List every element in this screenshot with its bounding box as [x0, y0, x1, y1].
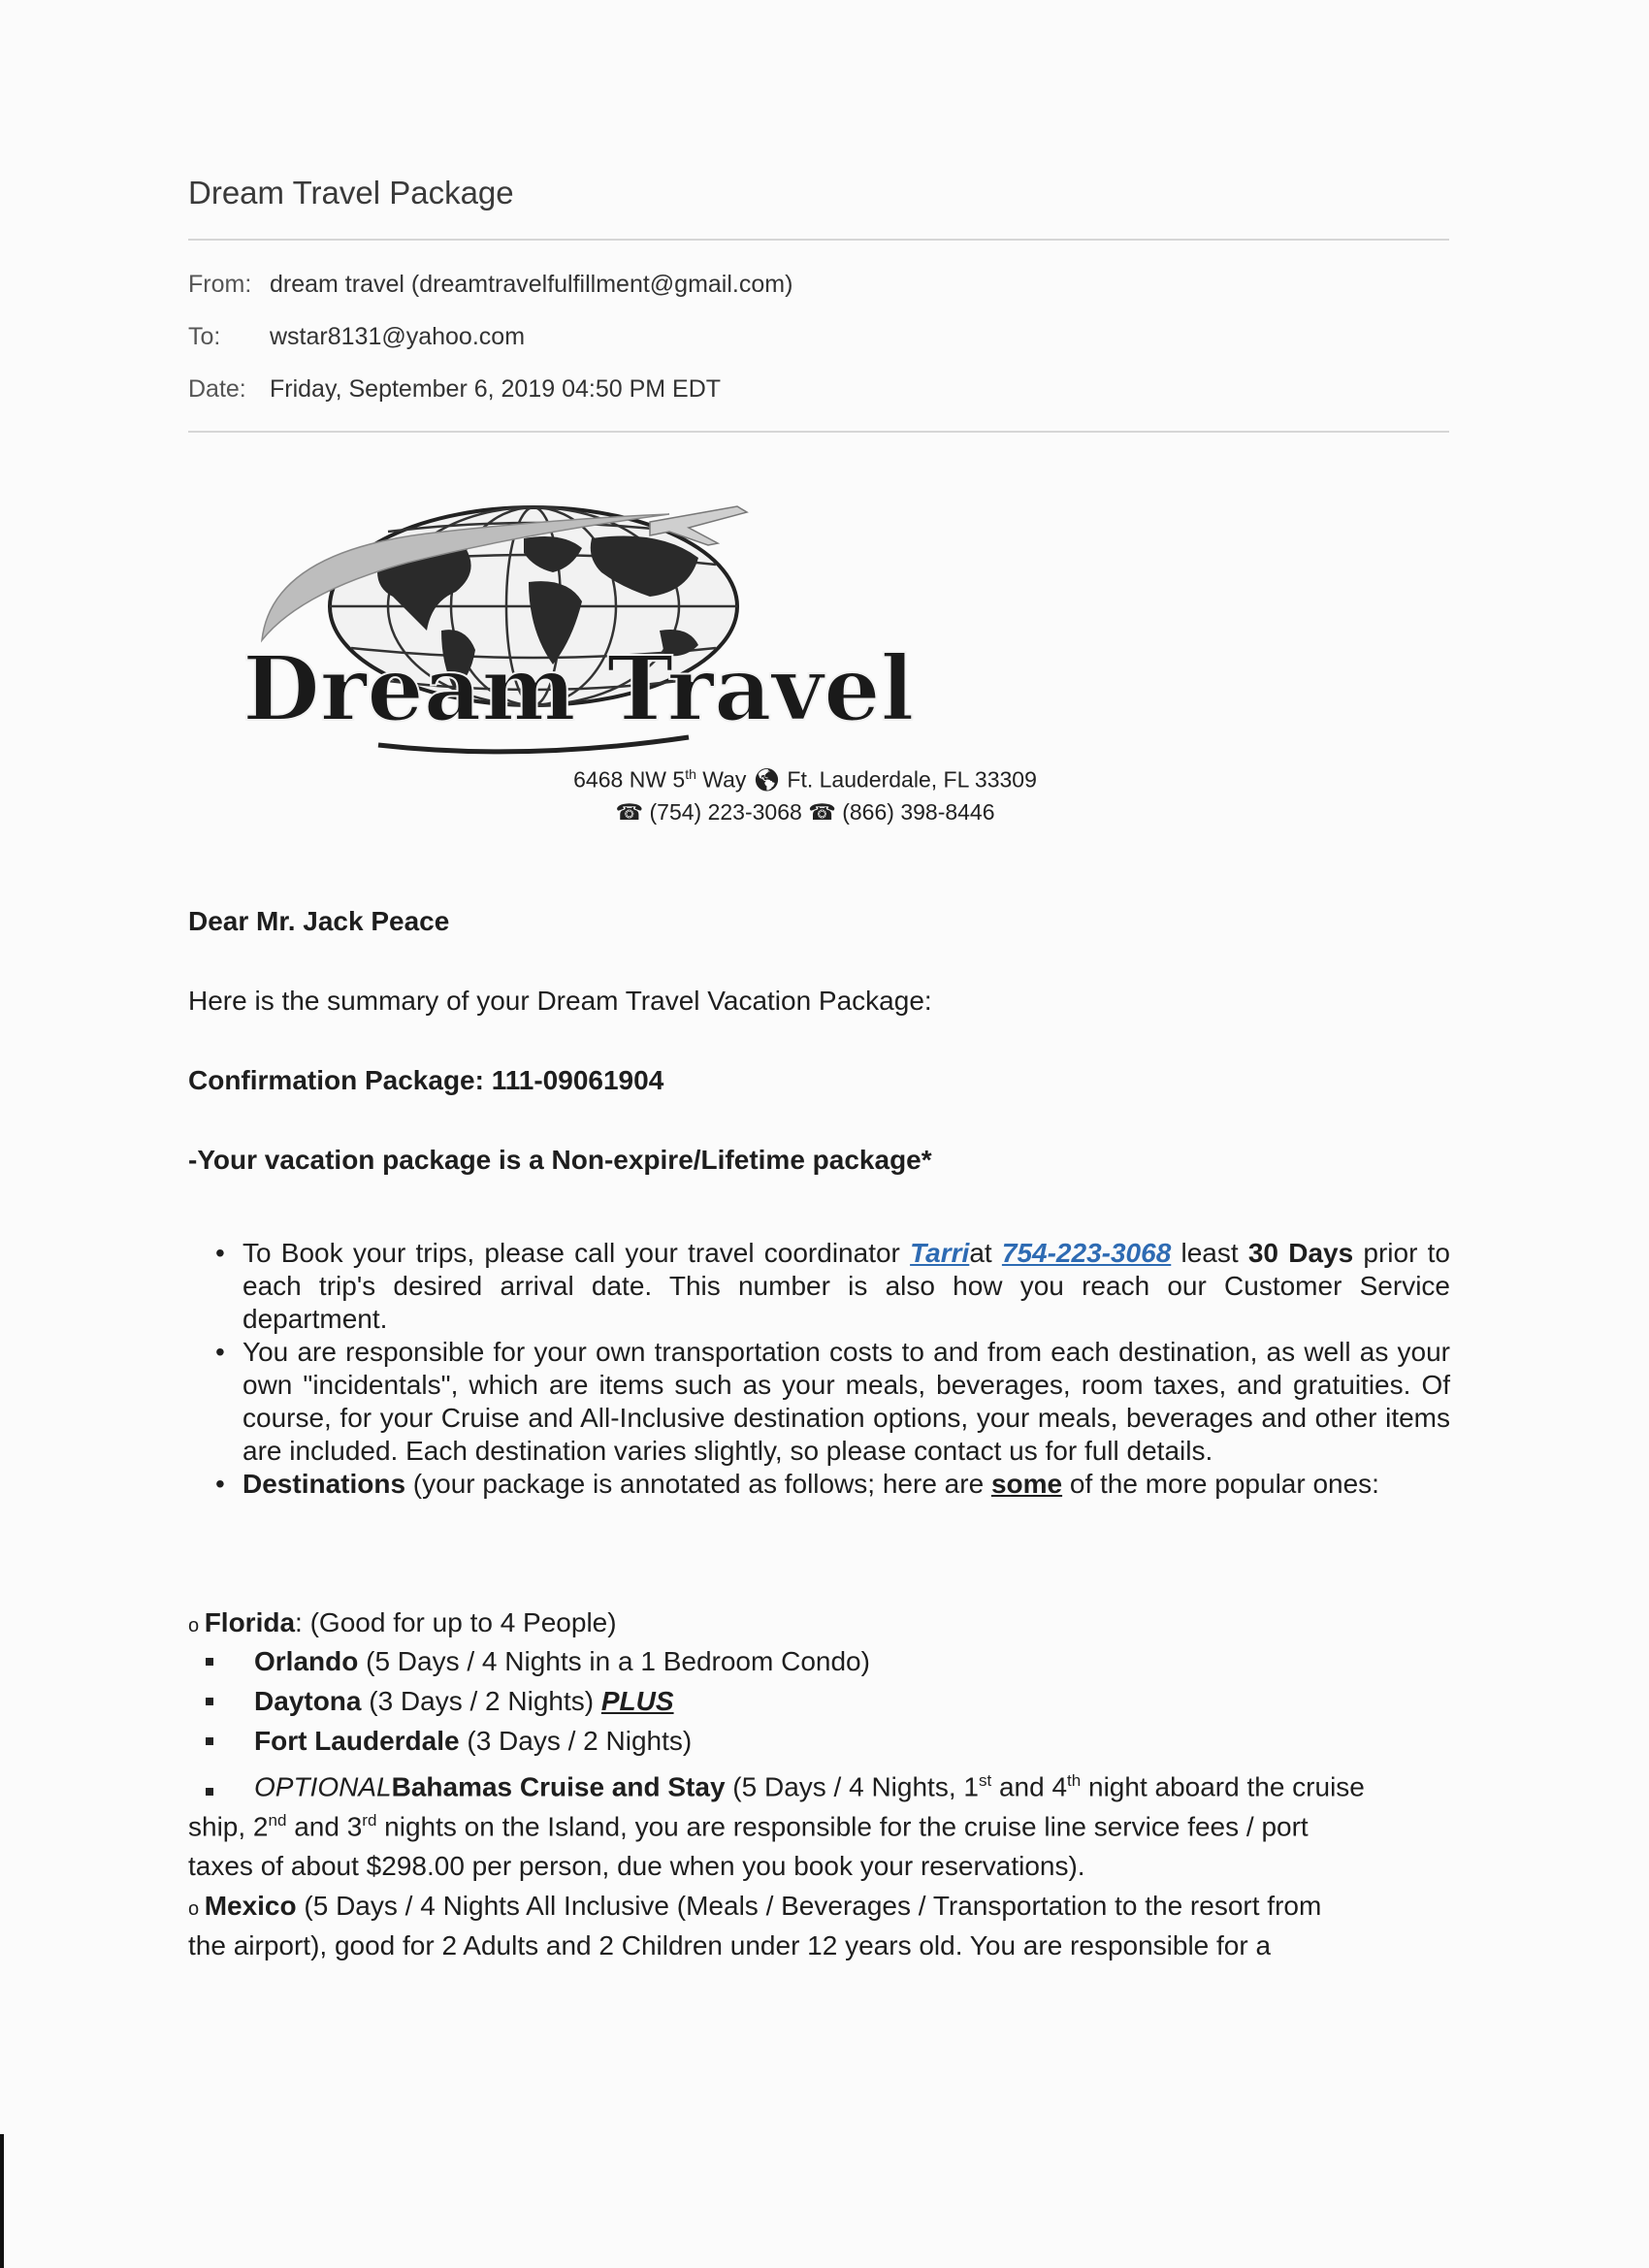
ordinal-suffix: rd [362, 1811, 377, 1830]
address-city: Ft. Lauderdale, FL 33309 [781, 766, 1037, 793]
destination-note: : (Good for up to 4 People) [295, 1607, 617, 1637]
destination-bahamas-line1 [254, 1771, 1365, 1802]
to-label: To: [188, 323, 221, 350]
list-item [215, 1468, 1450, 1501]
address-street: 6468 NW 5 [573, 766, 686, 793]
square-bullet-icon [206, 1698, 213, 1705]
dream-travel-logo [233, 495, 915, 757]
phone-number-2: (866) 398-8446 [835, 799, 995, 825]
greeting: Dear Mr. Jack Peace [188, 906, 450, 936]
destination-note: night aboard the cruise [1081, 1771, 1365, 1802]
address-street-suffix: th [685, 766, 696, 782]
bullet-list [215, 1237, 1450, 1501]
list-item [215, 1237, 1450, 1336]
coordinator-phone-link[interactable]: 754-223-3068 [1001, 1238, 1172, 1268]
list-item [215, 1336, 1450, 1468]
destination-mexico-line2: the airport), good for 2 Adults and 2 Children under 12 years old. You are responsible for a [188, 1930, 1272, 1960]
date-label: Date: [188, 375, 246, 403]
sub-bullet-marker: o [188, 1898, 205, 1920]
from-value: dream travel (dreamtravelfulfillment@gmail.com) [270, 271, 793, 298]
phone-icon: ☎ [615, 799, 644, 825]
scan-edge-mark [0, 2134, 4, 2268]
plus-emphasis: PLUS [600, 1686, 674, 1716]
lifetime-note: -Your vacation package is a Non-expire/Lifetime package* [188, 1145, 932, 1175]
ordinal-suffix: nd [268, 1811, 287, 1830]
destination-bahamas-line2 [188, 1811, 1309, 1842]
optional-label: OPTIONAL [254, 1771, 392, 1802]
destination-name: Fort Lauderdale [254, 1726, 460, 1756]
company-phones [543, 799, 1067, 826]
globe-icon: 🌎︎ [752, 766, 782, 793]
bullet-text: To Book your trips, please call your travel coordinator [242, 1238, 911, 1268]
square-bullet-icon [206, 1737, 213, 1745]
header-divider-bottom [188, 431, 1449, 433]
destination-note: ship, 2 [188, 1811, 269, 1842]
destination-orlando [254, 1646, 870, 1677]
ordinal-suffix: st [978, 1771, 992, 1790]
bullet-emphasis: some [990, 1469, 1063, 1499]
bullet-icon: • [215, 1469, 225, 1499]
bullet-text: least [1171, 1238, 1248, 1268]
destination-note: and 3 [286, 1811, 363, 1842]
bullet-heading: Destinations [242, 1469, 406, 1499]
destination-note: (5 Days / 4 Nights in a 1 Bedroom Condo) [358, 1646, 870, 1676]
bullet-days: 30 Days [1247, 1238, 1354, 1268]
date-value: Friday, September 6, 2019 04:50 PM EDT [270, 375, 722, 403]
bullet-text: prior to each trip's desired arrival date. This number is also how you reach our Customer Service department. [242, 1238, 1450, 1334]
bullet-text: at [969, 1238, 1002, 1268]
ordinal-suffix: th [1067, 1771, 1082, 1790]
destination-name: Daytona [254, 1686, 362, 1716]
destination-name: Orlando [254, 1646, 359, 1676]
to-value: wstar8131@yahoo.com [270, 323, 526, 350]
header-divider-top [188, 239, 1449, 241]
sub-bullet-marker: o [188, 1615, 205, 1636]
square-bullet-icon [206, 1788, 213, 1796]
destination-note: (5 Days / 4 Nights, 1 [725, 1771, 979, 1802]
phone-icon: ☎ [808, 799, 836, 825]
bullet-icon: • [215, 1238, 225, 1268]
coordinator-name-link[interactable]: Tarri [910, 1238, 970, 1268]
destination-note: nights on the Island, you are responsible for the cruise line service fees / port [376, 1811, 1309, 1842]
company-address [543, 766, 1067, 794]
square-bullet-icon [206, 1658, 213, 1666]
bullet-text: (your package is annotated as follows; here are [405, 1469, 991, 1499]
phone-number-1: (754) 223-3068 [643, 799, 809, 825]
from-label: From: [188, 271, 252, 298]
bullet-icon: • [215, 1337, 225, 1367]
globe-with-airplane-logo-icon [233, 495, 915, 757]
bullet-text: of the more popular ones: [1062, 1469, 1379, 1499]
address-street-end: Way [695, 766, 747, 793]
bullet-text: You are responsible for your own transportation costs to and from each destination, as well as your own "incidentals", which are items such as your meals, beverages, room taxes, and gratuities. Of course, for your Cruise and All-Inclusive destination options, your meals, beverages and other items are included. Each destination varies slightly, so please contact us for full details. [242, 1337, 1450, 1466]
destination-label: Florida [204, 1607, 296, 1637]
logo-text: Dream Travel [242, 636, 915, 741]
destination-fort-lauderdale [254, 1726, 692, 1757]
destination-name: Bahamas Cruise and Stay [391, 1771, 726, 1802]
destination-label: Mexico [204, 1891, 297, 1921]
destination-daytona [254, 1686, 674, 1717]
destination-florida [188, 1607, 617, 1638]
destination-note: (5 Days / 4 Nights All Inclusive (Meals / Beverages / Transportation to the resort from [296, 1891, 1322, 1921]
destination-note: (3 Days / 2 Nights) [361, 1686, 601, 1716]
destination-note: and 4 [991, 1771, 1068, 1802]
destination-bahamas-line3: taxes of about $298.00 per person, due when you book your reservations). [188, 1851, 1085, 1881]
confirmation-number: Confirmation Package: 111-09061904 [188, 1065, 664, 1095]
email-subject-title: Dream Travel Package [188, 175, 514, 211]
destination-note: (3 Days / 2 Nights) [459, 1726, 693, 1756]
destination-mexico-line1 [188, 1891, 1321, 1922]
intro-text: Here is the summary of your Dream Travel Vacation Package: [188, 986, 932, 1016]
